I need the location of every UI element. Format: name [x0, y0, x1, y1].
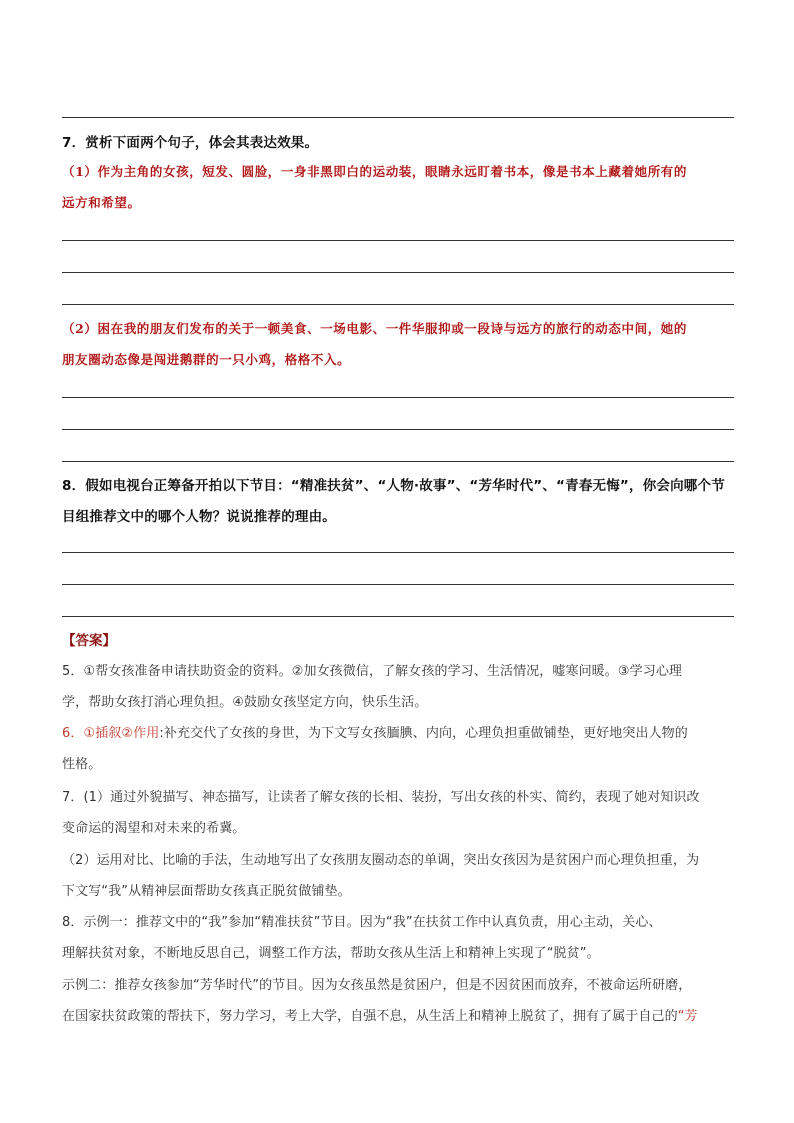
answer-6-line-1 [62, 718, 742, 749]
answer-line [62, 397, 734, 398]
q7-sentence-1-line-2: 远方和希望。 [62, 195, 141, 210]
q7-sentence-2-line-1: （2）困在我的朋友们发布的关于一顿美食、一场电影、一件华服抑或一段诗与远方的旅行的动态中间，她的 [62, 321, 687, 336]
question-8-line-1: 8．假如电视台正筹备开拍以下节目：“精准扶贫”、“人物·故事”、“芳华时代”、“青春无悔”，你会向哪个节 [62, 478, 725, 494]
answer-7-1-line-1: 7．(1）通过外貌描写、神态描写，让读者了解女孩的长相、装扮，写出女孩的朴实、简约，表现了她对知识改 [62, 790, 700, 805]
answer-7-2-line-2: 下文写“我”从精神层面帮助女孩真正脱贫做铺垫。 [62, 884, 351, 899]
answer-line [62, 584, 734, 585]
answer-8-example-2-text: 在国家扶贫政策的帮扶下，努力学习，考上大学，自强不息，从生活上和精神上脱贫了，拥有了属于自己的 [62, 1009, 678, 1024]
answer-line [62, 304, 734, 305]
answer-line [62, 461, 734, 462]
answer-6-line-2: 性格。 [62, 757, 102, 772]
answer-line [62, 272, 734, 273]
answer-heading: 【答案】 [62, 633, 116, 649]
answer-line [62, 616, 734, 617]
question-8-line-2: 目组推荐文中的哪个人物？说说推荐的理由。 [62, 509, 336, 525]
question-7-title: 7．赏析下面两个句子，体会其表达效果。 [62, 135, 319, 151]
answer-8-example-1-line-2: 理解扶贫对象，不断地反思自己，调整工作方法，帮助女孩从生活上和精神上实现了“脱贫”。 [62, 946, 600, 961]
answer-6-text: :补充交代了女孩的身世，为下文写女孩腼腆、内向，心理负担重做铺垫，更好地突出人物的 [159, 726, 688, 741]
answer-8-example-1-line-1: 8．示例一：推荐文中的“我”参加“精准扶贫”节目。因为“我”在扶贫工作中认真负责，用心主动，关心、 [62, 915, 662, 930]
q7-sentence-1-line-1: （1）作为主角的女孩，短发、圆脸，一身非黑即白的运动装，眼睛永远盯着书本，像是书本上藏着她所有的 [62, 164, 687, 179]
answer-line [62, 429, 734, 430]
answer-7-2-line-1: （2）运用对比、比喻的手法，生动地写出了女孩朋友圈动态的单调，突出女孩因为是贫困户而心理负担重，为 [62, 853, 700, 868]
answer-8-example-2-line-1: 示例二：推荐女孩参加“芳华时代”的节目。因为女孩虽然是贫困户，但是不因贫困而放弃，不被命运所研磨， [62, 978, 692, 993]
answer-line [62, 552, 734, 553]
answer-line [62, 117, 734, 118]
q7-sentence-2-line-2: 朋友圈动态像是闯进鹅群的一只小鸡，格格不入。 [62, 352, 351, 367]
answer-8-example-2-tail: “芳 [677, 1009, 698, 1024]
answer-8-example-2-line-2 [62, 1001, 742, 1032]
answer-line [62, 240, 734, 241]
answer-5-line-1: 5．①帮女孩准备申请扶助资金的资料。②加女孩微信，了解女孩的学习、生活情况，嘘寒问暖。③学习心理 [62, 664, 683, 679]
answer-6-label: 6．①插叙②作用 [62, 726, 160, 741]
answer-7-1-line-2: 变命运的渴望和对未来的希冀。 [62, 821, 246, 836]
answer-5-line-2: 学，帮助女孩打消心理负担。④鼓励女孩坚定方向，快乐生活。 [62, 695, 428, 710]
